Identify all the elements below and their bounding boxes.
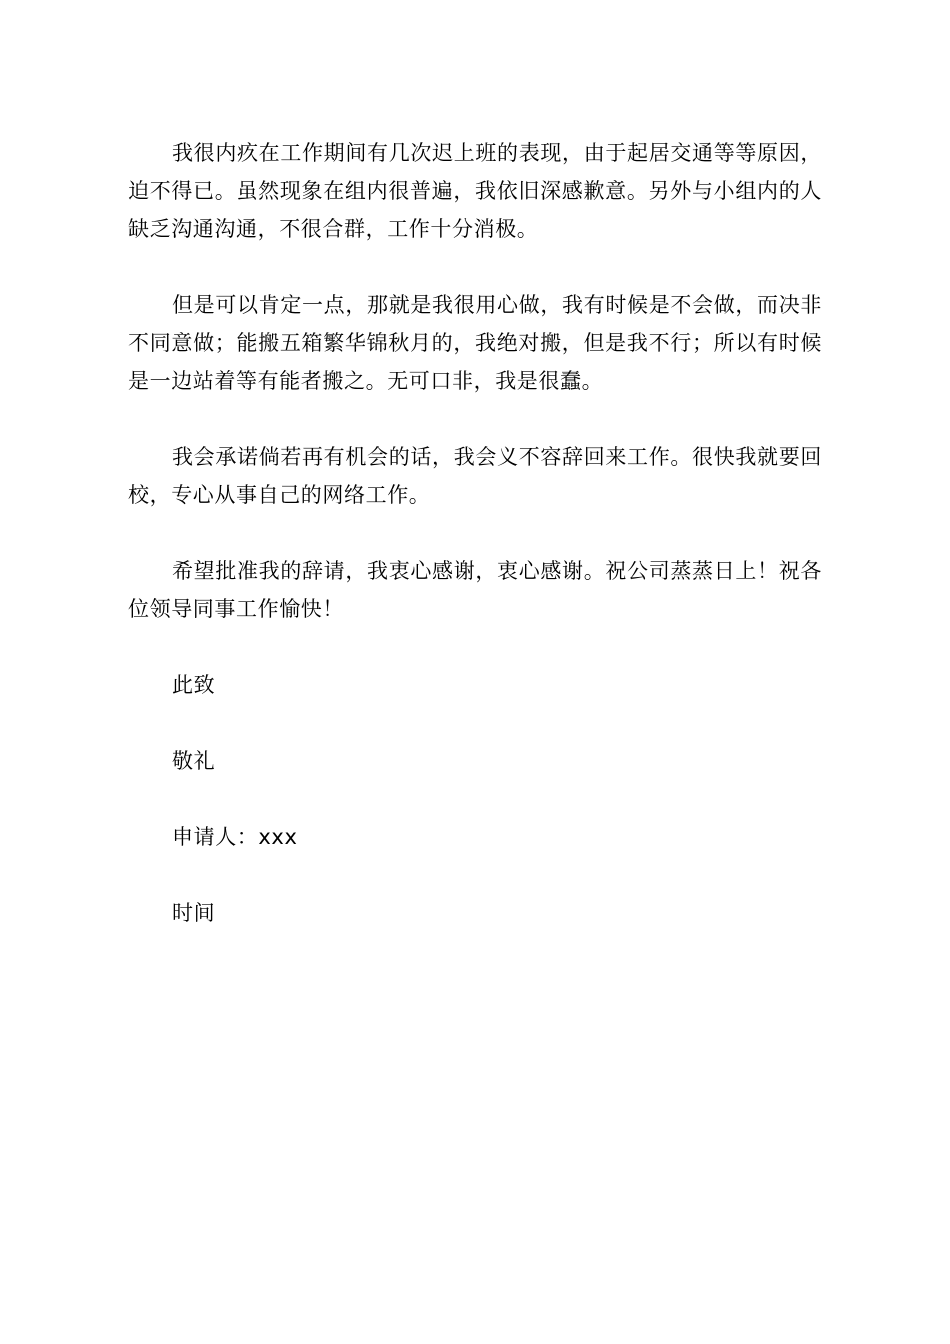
paragraph-commitment: 我会承诺倘若再有机会的话，我会义不容辞回来工作。很快我就要回校，专心从事自己的网络工作。	[128, 445, 822, 507]
letter-body	[128, 134, 822, 970]
paragraph-effort: 但是可以肯定一点，那就是我很用心做，我有时候是不会做，而决非不同意做；能搬五箱繁华锦秋月的，我绝对搬，但是我不行；所以有时候是一边站着等有能者搬之。无可口非，我是很蠢。	[128, 293, 822, 393]
applicant-line: 申请人：xxx	[172, 825, 298, 849]
paragraph-request: 希望批准我的辞请，我衷心感谢，衷心感谢。祝公司蒸蒸日上！祝各位领导同事工作愉快！	[128, 559, 822, 621]
salutation-line: 敬礼	[172, 749, 216, 773]
closing-line: 此致	[172, 673, 216, 697]
date-line: 时间	[172, 901, 216, 925]
paragraph-apology: 我很内疚在工作期间有几次迟上班的表现，由于起居交通等等原因，迫不得已。虽然现象在组内很普遍，我依旧深感歉意。另外与小组内的人缺乏沟通沟通，不很合群，工作十分消极。	[128, 141, 822, 241]
